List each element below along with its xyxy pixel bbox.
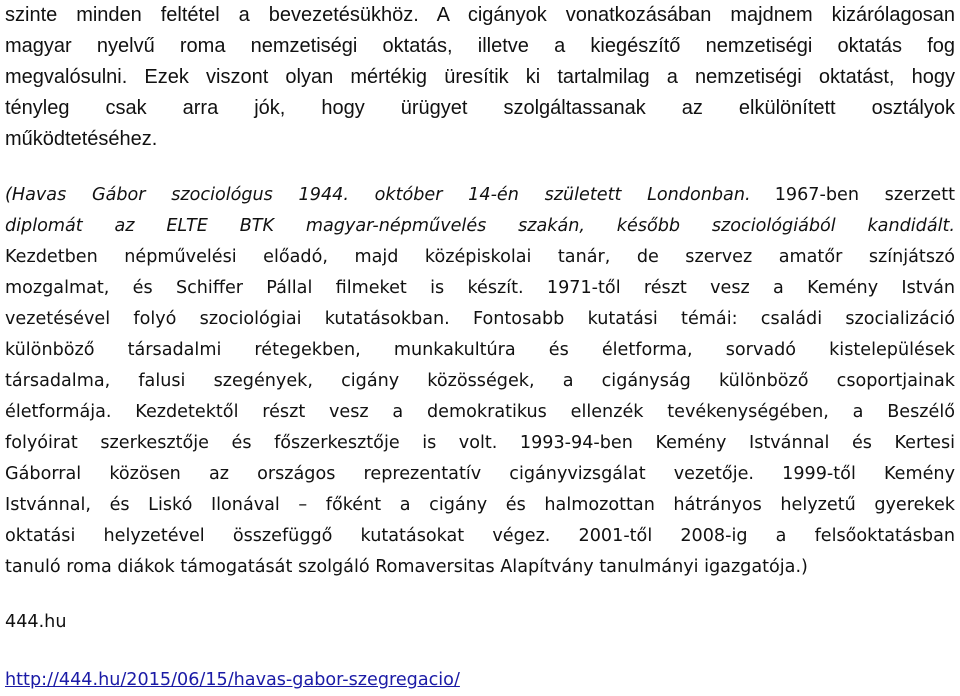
paragraph-line: Istvánnal, és Liskó Ilonával – főként a cigány és halmozottan hátrányos helyzetű gyerekek [5,495,955,515]
paragraph-line: megvalósulni. Ezek viszont olyan mértékig üresítik ki tartalmilag a nemzetiségi oktatást, hogy [5,66,955,88]
paragraph-line: folyóirat szerkesztője és főszerkesztője is volt. 1993-94-ben Kemény Istvánnal és Kertesi [5,433,955,453]
intro-paragraph [5,0,955,155]
paragraph-line: Kezdetben népművelési előadó, majd középiskolai tanár, de szervez amatőr színjátszó [5,247,955,267]
paragraph-line: tényleg csak arra jók, hogy ürügyet szolgáltassanak az elkülönített osztályok [5,97,955,119]
paragraph-line [5,180,955,211]
source-label: 444.hu [5,612,67,632]
paragraph-line: diplomát az ELTE BTK magyar-népművelés szakán, később szociológiából kandidált. [5,216,955,236]
paragraph-line: szinte minden feltétel a bevezetésükhöz. A cigányok vonatkozásában majdnem kizárólagosan [5,4,955,26]
source-link[interactable]: http://444.hu/2015/06/15/havas-gabor-szegregacio/ [5,670,460,690]
bio-intro-italic: (Havas Gábor szociológus 1944. október 14-én született Londonban. [5,185,751,205]
paragraph-line: mozgalmat, és Schiffer Pállal filmeket is készít. 1971-től részt vesz a Kemény István [5,278,955,298]
paragraph-line: Gáborral közösen az országos reprezentatív cigányvizsgálat vezetője. 1999-től Kemény [5,464,955,484]
paragraph-line: különböző társadalmi rétegekben, munkakultúra és életforma, sorvadó kistelepülések [5,340,955,360]
paragraph-line: magyar nyelvű roma nemzetiségi oktatás, illetve a kiegészítő nemzetiségi oktatás fog [5,35,955,57]
paragraph-line: működtetéséhez. [5,128,158,150]
paragraph-line: életformája. Kezdetektől részt vesz a demokratikus ellenzék tevékenységében, a Beszélő [5,402,955,422]
biography-paragraph [5,180,955,583]
paragraph-line: társadalma, falusi szegények, cigány közösségek, a cigányság különböző csoportjainak [5,371,955,391]
paragraph-line: tanuló roma diákok támogatását szolgáló Romaversitas Alapítvány tanulmányi igazgatója.) [5,557,808,577]
paragraph-line: vezetésével folyó szociológiai kutatásokban. Fontosabb kutatási témái: családi szocializáció [5,309,955,329]
paragraph-line: oktatási helyzetével összefüggő kutatásokat végez. 2001-től 2008-ig a felsőoktatásban [5,526,955,546]
bio-intro-roman: 1967-ben szerzett [774,185,955,205]
